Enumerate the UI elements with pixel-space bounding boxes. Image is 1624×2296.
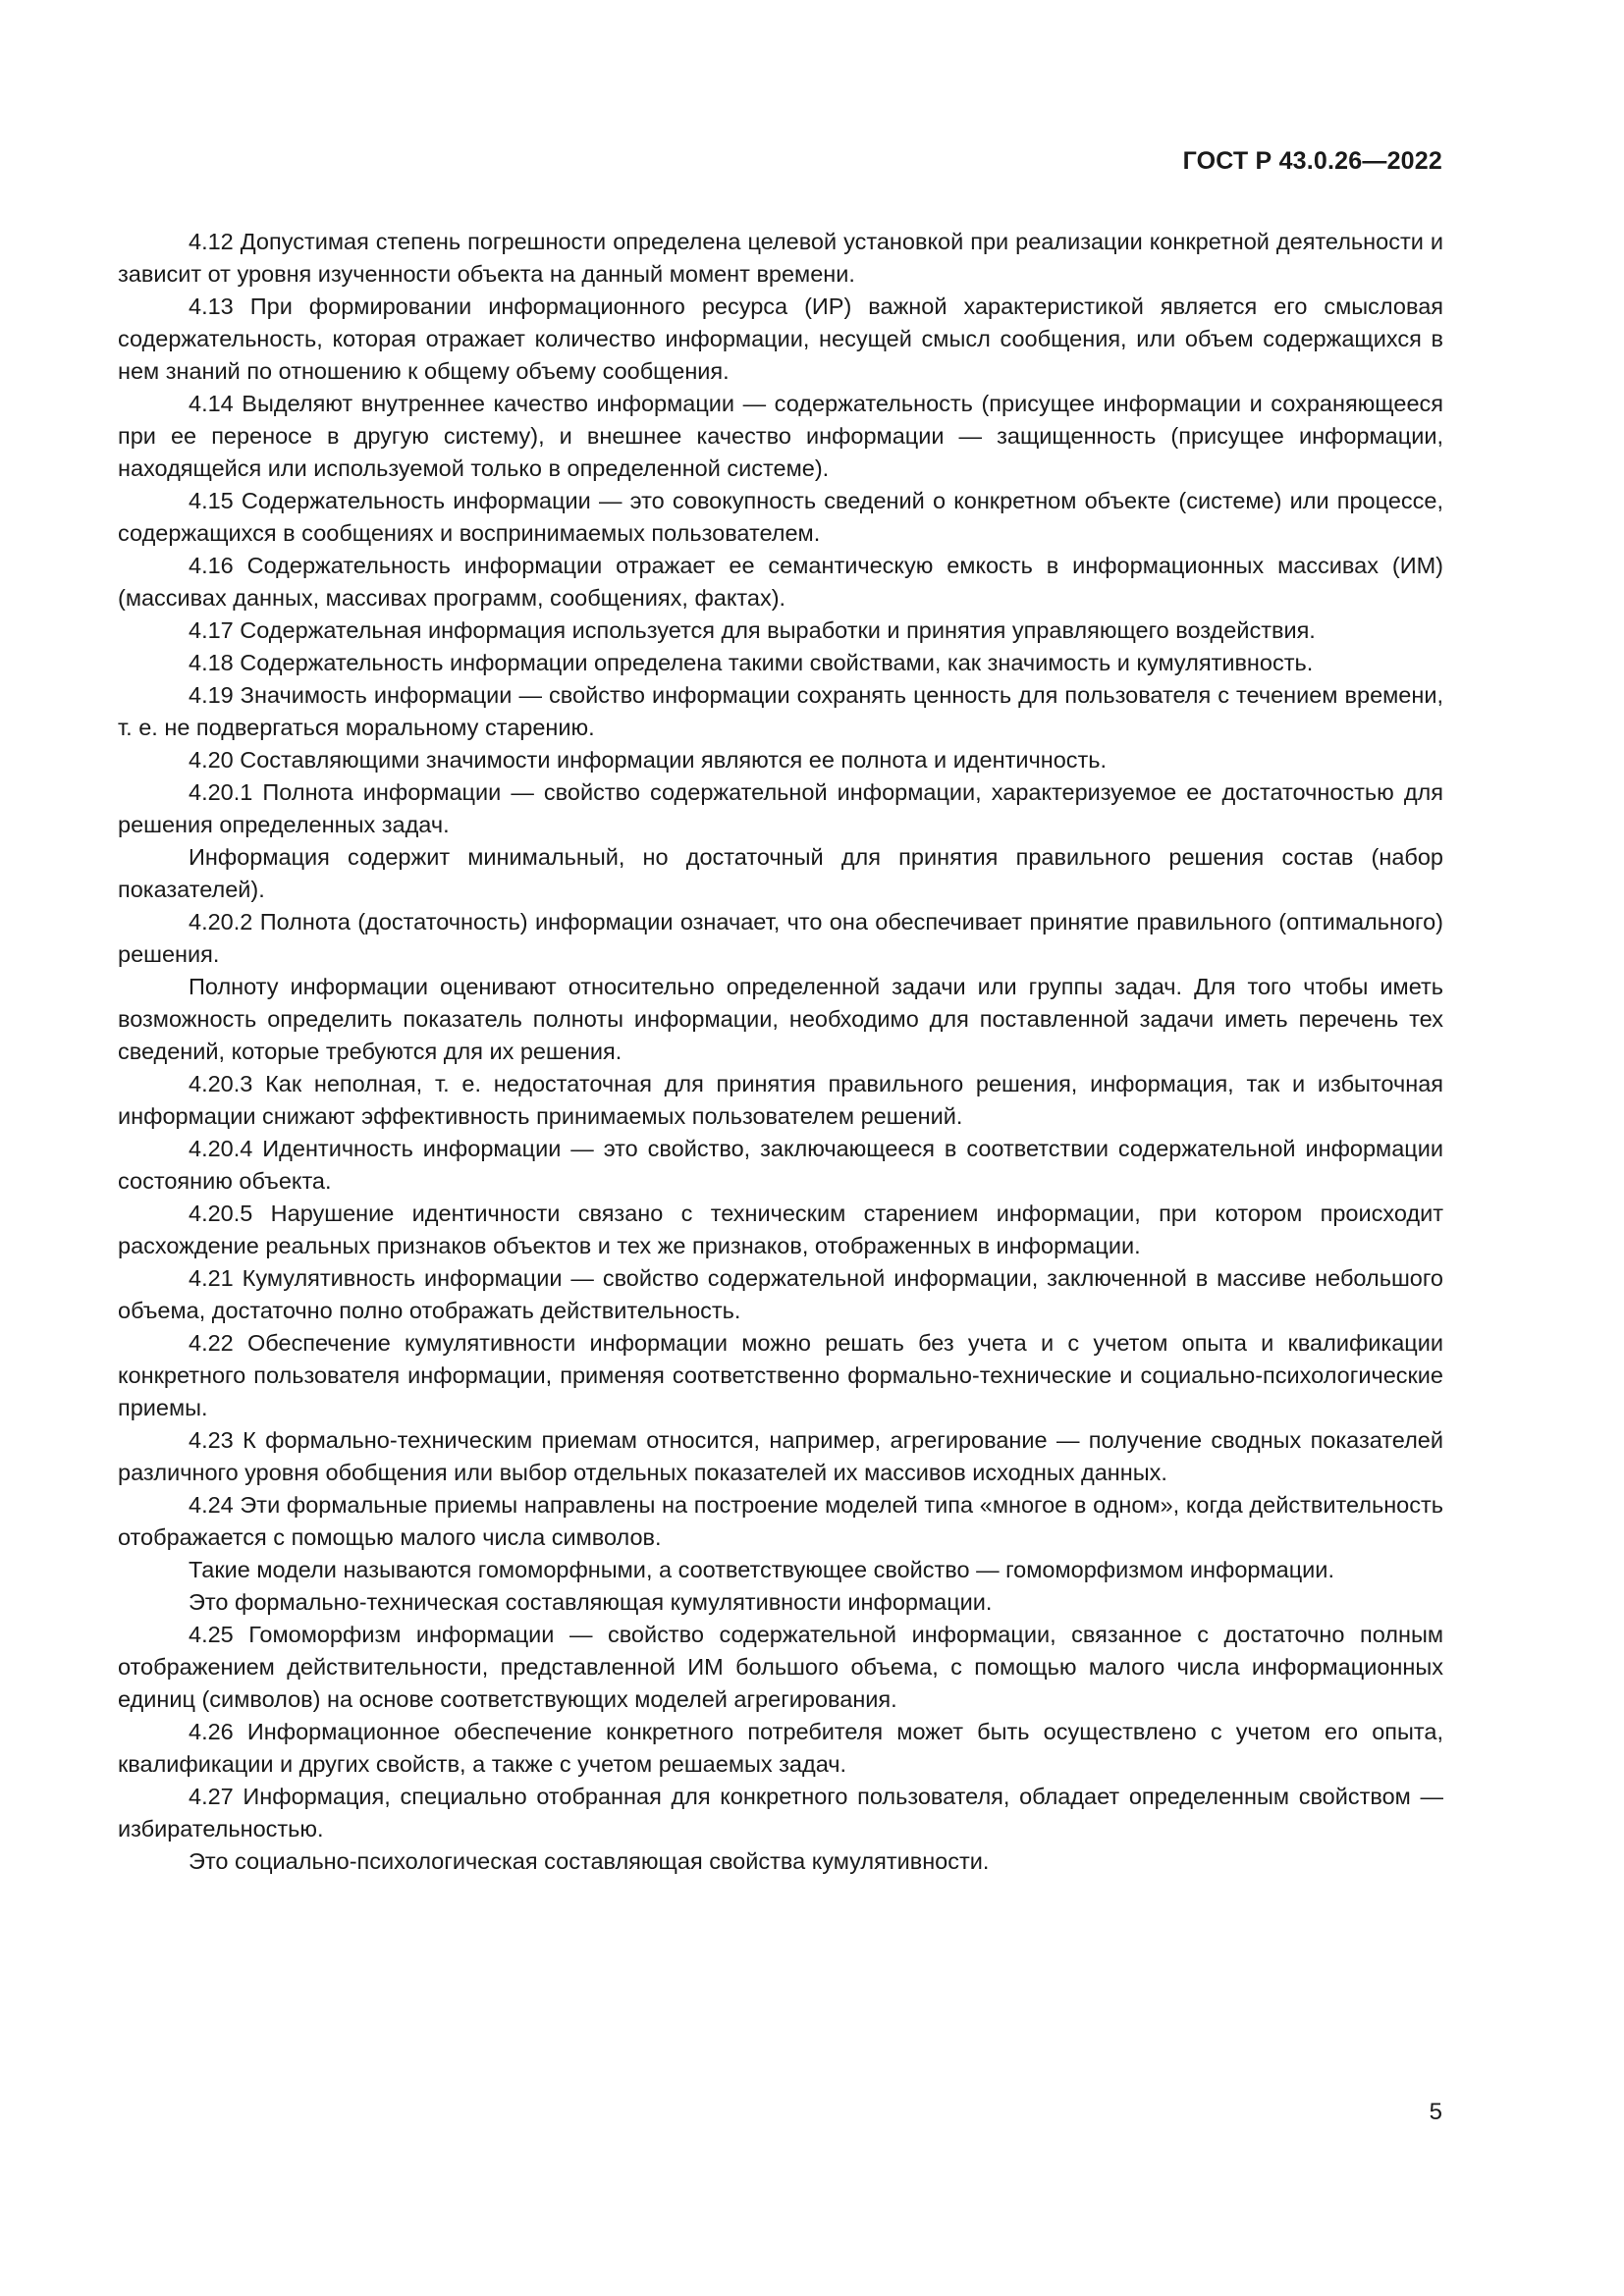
paragraph-4-27: 4.27 Информация, специально отобранная для конкретного пользователя, обладает определенным свойством — избирательностью. — [118, 1784, 1443, 1842]
paragraph-4-24-note-1: Такие модели называются гомоморфными, а соответствующее свойство — гомоморфизмом информации. — [189, 1557, 1334, 1582]
paragraph-4-20-4: 4.20.4 Идентичность информации — это свойство, заключающееся в соответствии содержательной информации состоянию объекта. — [118, 1136, 1443, 1194]
paragraph-4-20-1: 4.20.1 Полнота информации — свойство содержательной информации, характеризуемое ее достаточностью для решения определенных задач. — [118, 779, 1443, 837]
standard-code-header: ГОСТ Р 43.0.26—2022 — [1182, 147, 1442, 175]
paragraph-4-25: 4.25 Гомоморфизм информации — свойство содержательной информации, связанное с достаточно полным отображением действительности, представленной ИМ большого объема, с помощью малого числа информационных единиц (символов) на основе соответствующих моделей агрегирования. — [118, 1622, 1443, 1712]
paragraph-4-14: 4.14 Выделяют внутреннее качество информации — содержательность (присущее информации и сохраняющееся при ее переносе в другую систему), и внешнее качество информации — защищенность (присущее информации, находящейся или используемой только в определенной системе). — [118, 391, 1443, 481]
paragraph-4-20-2-note: Полноту информации оценивают относительно определенной задачи или группы задач. Для того чтобы иметь возможность определить показатель полноты информации, необходимо для поставленной задачи иметь перечень тех сведений, которые требуются для их решения. — [118, 974, 1443, 1064]
paragraph-4-24-note-2: Это формально-техническая составляющая кумулятивности информации. — [189, 1589, 993, 1615]
paragraph-4-20-3: 4.20.3 Как неполная, т. е. недостаточная для принятия правильного решения, информация, так и избыточная информации снижают эффективность принимаемых пользователем решений. — [118, 1071, 1443, 1129]
paragraph-4-13: 4.13 При формировании информационного ресурса (ИР) важной характеристикой является его смысловая содержательность, которая отражает количество информации, несущей смысл сообщения, или объем содержащихся в нем знаний по отношению к общему объему сообщения. — [118, 294, 1443, 384]
paragraph-4-23: 4.23 К формально-техническим приемам относится, например, агрегирование — получение сводных показателей различного уровня обобщения или выбор отдельных показателей их массивов исходных данных. — [118, 1427, 1443, 1485]
paragraph-4-16: 4.16 Содержательность информации отражает ее семантическую емкость в информационных массивах (ИМ) (массивах данных, массивах программ, сообщениях, фактах). — [118, 553, 1443, 611]
paragraph-4-24: 4.24 Эти формальные приемы направлены на построение моделей типа «многое в одном», когда действительность отображается с помощью малого числа символов. — [118, 1492, 1443, 1550]
paragraph-4-19: 4.19 Значимость информации — свойство информации сохранять ценность для пользователя с течением времени, т. е. не подвергаться моральному старению. — [118, 682, 1443, 740]
paragraph-4-20-1-note: Информация содержит минимальный, но достаточный для принятия правильного решения состав (набор показателей). — [118, 844, 1443, 902]
paragraph-4-15: 4.15 Содержательность информации — это совокупность сведений о конкретном объекте (системе) или процессе, содержащихся в сообщениях и воспринимаемых пользователем. — [118, 488, 1443, 546]
paragraph-4-20: 4.20 Составляющими значимости информации являются ее полнота и идентичность. — [189, 747, 1108, 773]
paragraph-4-18: 4.18 Содержательность информации определена такими свойствами, как значимость и кумулятивность. — [189, 650, 1314, 675]
paragraph-4-17: 4.17 Содержательная информация используется для выработки и принятия управляющего воздействия. — [189, 617, 1316, 643]
paragraph-4-20-2: 4.20.2 Полнота (достаточность) информации означает, что она обеспечивает принятие правильного (оптимального) решения. — [118, 909, 1443, 967]
paragraph-4-20-5: 4.20.5 Нарушение идентичности связано с техническим старением информации, при котором происходит расхождение реальных признаков объектов и тех же признаков, отображенных в информации. — [118, 1201, 1443, 1258]
paragraph-4-12: 4.12 Допустимая степень погрешности определена целевой установкой при реализации конкретной деятельности и зависит от уровня изученности объекта на данный момент времени. — [118, 229, 1443, 287]
paragraph-4-21: 4.21 Кумулятивность информации — свойство содержательной информации, заключенной в массиве небольшого объема, достаточно полно отображать действительность. — [118, 1265, 1443, 1323]
paragraph-4-27-note: Это социально-психологическая составляющая свойства кумулятивности. — [189, 1848, 990, 1874]
page-number: 5 — [1429, 2099, 1442, 2125]
document-body — [118, 226, 1443, 1878]
paragraph-4-22: 4.22 Обеспечение кумулятивности информации можно решать без учета и с учетом опыта и квалификации конкретного пользователя информации, применяя соответственно формально-технические и социально-психологические приемы. — [118, 1330, 1443, 1420]
paragraph-4-26: 4.26 Информационное обеспечение конкретного потребителя может быть осуществлено с учетом его опыта, квалификации и других свойств, а также с учетом решаемых задач. — [118, 1719, 1443, 1777]
